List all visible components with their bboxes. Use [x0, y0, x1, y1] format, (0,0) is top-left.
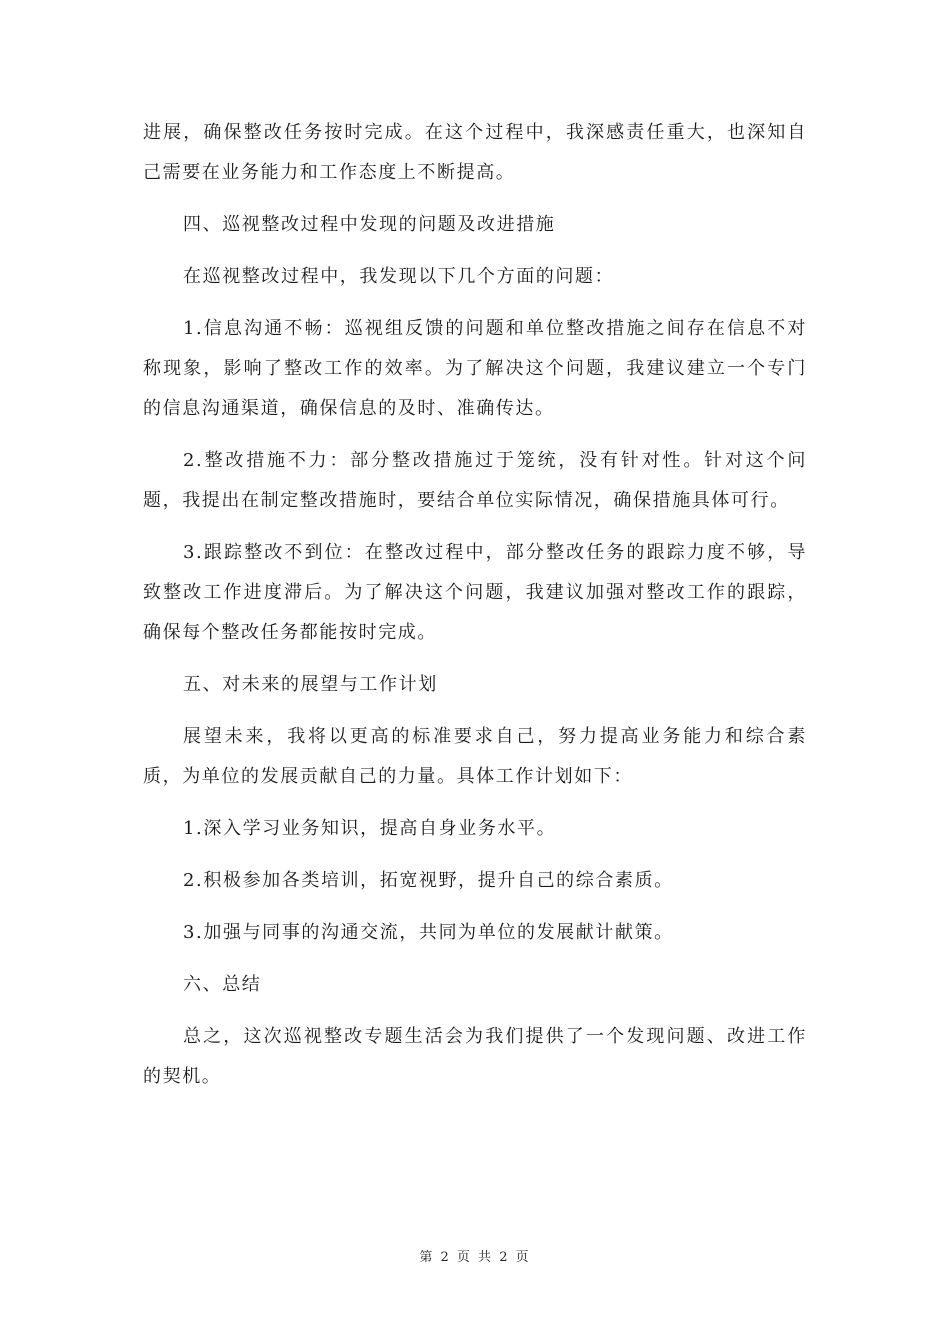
section-heading-6: 六、总结	[183, 974, 262, 995]
list-item-problem-2: 2.整改措施不力：部分整改措施过于笼统，没有针对性。针对这个问题，我提出在制定整改措施时，要结合单位实际情况，确保措施具体可行。	[143, 450, 807, 511]
paragraph-outlook: 展望未来，我将以更高的标准要求自己，努力提高业务能力和综合素质，为单位的发展贡献自己的力量。具体工作计划如下：	[143, 726, 807, 787]
list-item-plan-1: 1.深入学习业务知识，提高自身业务水平。	[183, 818, 557, 839]
paragraph-conclusion: 总之，这次巡视整改专题生活会为我们提供了一个发现问题、改进工作的契机。	[143, 1026, 807, 1087]
section-heading-5: 五、对未来的展望与工作计划	[183, 674, 438, 695]
list-item-problem-3: 3.跟踪整改不到位：在整改过程中，部分整改任务的跟踪力度不够，导致整改工作进度滞后。为了解决这个问题，我建议加强对整改工作的跟踪，确保每个整改任务都能按时完成。	[143, 542, 807, 643]
list-item-problem-1: 1.信息沟通不畅：巡视组反馈的问题和单位整改措施之间存在信息不对称现象，影响了整改工作的效率。为了解决这个问题，我建议建立一个专门的信息沟通渠道，确保信息的及时、准确传达。	[143, 318, 807, 419]
list-item-plan-3: 3.加强与同事的沟通交流，共同为单位的发展献计献策。	[183, 922, 674, 943]
paragraph-problems-intro: 在巡视整改过程中，我发现以下几个方面的问题：	[183, 266, 615, 287]
paragraph-continuation: 进展，确保整改任务按时完成。在这个过程中，我深感责任重大，也深知自己需要在业务能力和工作态度上不断提高。	[143, 122, 807, 183]
section-heading-4: 四、巡视整改过程中发现的问题及改进措施	[183, 214, 556, 235]
list-item-plan-2: 2.积极参加各类培训，拓宽视野，提升自己的综合素质。	[183, 870, 674, 891]
document-body	[143, 113, 807, 1109]
page-footer: 第 2 页 共 2 页	[419, 1250, 531, 1265]
